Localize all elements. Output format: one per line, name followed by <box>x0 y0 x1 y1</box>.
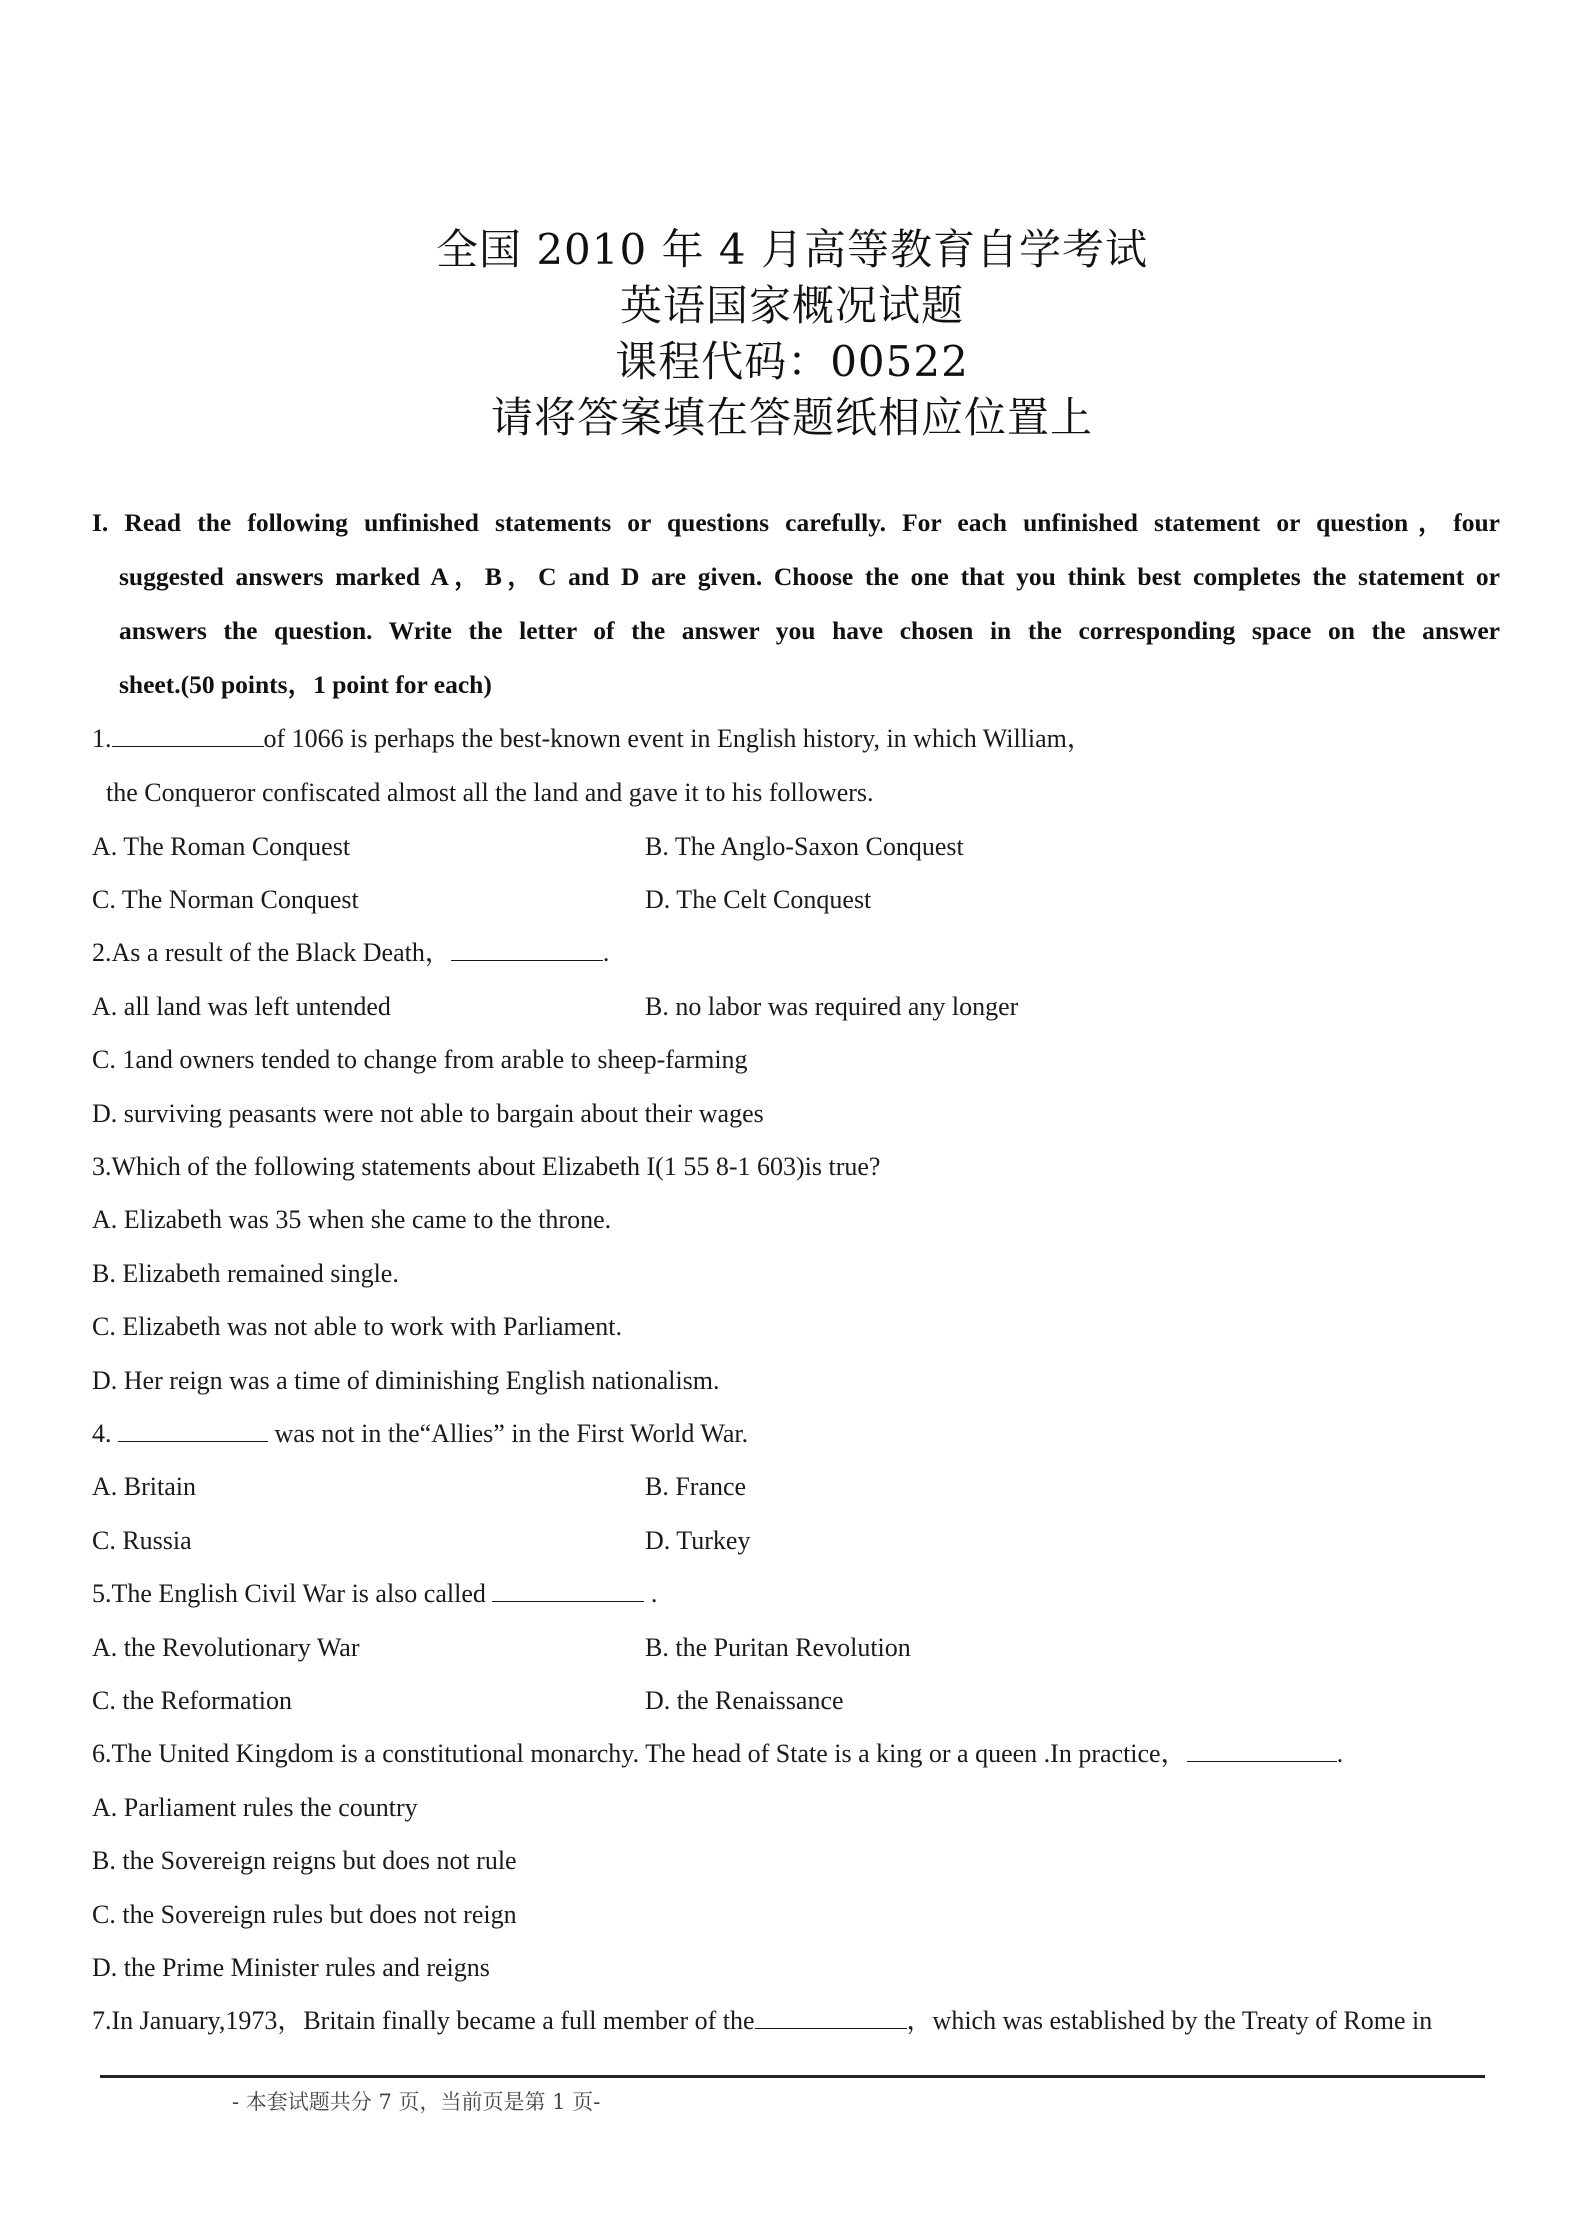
instructions-line: answers the question. Write the letter of the answer you have chosen in the corresponding space on the answer <box>119 616 1500 645</box>
option-b: B. the Sovereign reigns but does not rule <box>92 1846 517 1875</box>
option-d: D. The Celt Conquest <box>645 885 872 914</box>
option-b: B. no labor was required any longer <box>645 992 1019 1021</box>
question-7-stem: 7.In January,1973，Britain finally became a full member of the ，which was established by the Treaty of Rome in <box>92 2006 1433 2035</box>
page-footer: - 本套试题共分 7 页，当前页是第 1 页- <box>232 2090 601 2114</box>
question-1-stem: 1. of 1066 is perhaps the best-known event in English history, in which William， <box>92 724 1093 753</box>
question-5-stem: 5.The English Civil War is also called . <box>92 1579 658 1608</box>
instructions-line: I. Read the following unfinished statements or questions carefully. For each unfinished statement or question，four <box>92 508 1500 537</box>
section-instructions <box>92 496 1500 712</box>
option-b: B. the Puritan Revolution <box>645 1633 911 1662</box>
instructions-line: sheet.(50 points，1 point for each) <box>119 670 492 699</box>
question-6-stem: 6.The United Kingdom is a constitutional monarchy. The head of State is a king or a queen .In practice， . <box>92 1739 1344 1768</box>
option-b: B. Elizabeth remained single. <box>92 1259 399 1288</box>
option-c: C. Russia <box>92 1526 192 1555</box>
option-d: D. Her reign was a time of diminishing English nationalism. <box>92 1366 720 1395</box>
option-b: B. France <box>645 1472 747 1501</box>
option-d: D. the Prime Minister rules and reigns <box>92 1953 490 1982</box>
answer-blank <box>755 2004 907 2029</box>
course-code: 课程代码：00522 <box>615 337 969 386</box>
option-a: A. Britain <box>92 1472 196 1501</box>
question-2-stem: 2.As a result of the Black Death， . <box>92 938 610 967</box>
question-3-stem: 3.Which of the following statements about Elizabeth I(1 55 8-1 603)is true? <box>92 1152 881 1181</box>
instructions-line: suggested answers marked A，B，C and D are given. Choose the one that you think best completes the statement or <box>119 562 1500 591</box>
answer-blank <box>492 1577 644 1602</box>
exam-subject: 英语国家概况试题 <box>619 281 964 330</box>
answer-instruction: 请将答案填在答题纸相应位置上 <box>490 393 1093 442</box>
question-1-stem-cont: the Conqueror confiscated almost all the land and gave it to his followers. <box>106 778 874 807</box>
option-d: D. the Renaissance <box>645 1686 844 1715</box>
answer-blank <box>1187 1737 1337 1762</box>
option-b: B. The Anglo-Saxon Conquest <box>645 832 964 861</box>
option-a: A. Elizabeth was 35 when she came to the throne. <box>92 1205 612 1234</box>
option-a: A. The Roman Conquest <box>92 832 351 861</box>
answer-blank <box>112 722 264 747</box>
option-c: C. 1and owners tended to change from arable to sheep-farming <box>92 1045 748 1074</box>
option-a: A. all land was left untended <box>92 992 391 1021</box>
option-c: C. the Reformation <box>92 1686 293 1715</box>
exam-header <box>0 222 1584 446</box>
question-4-stem: 4. was not in the“Allies” in the First World War. <box>92 1419 749 1448</box>
answer-blank <box>451 936 603 961</box>
option-c: C. Elizabeth was not able to work with Parliament. <box>92 1312 622 1341</box>
option-d: D. surviving peasants were not able to bargain about their wages <box>92 1099 764 1128</box>
option-a: A. the Revolutionary War <box>92 1633 360 1662</box>
option-d: D. Turkey <box>645 1526 751 1555</box>
option-c: C. the Sovereign rules but does not reign <box>92 1900 517 1929</box>
option-a: A. Parliament rules the country <box>92 1793 418 1822</box>
answer-blank <box>118 1417 268 1442</box>
footer-divider <box>100 2075 1485 2078</box>
exam-title: 全国 2010 年 4 月高等教育自学考试 <box>435 225 1148 274</box>
option-c: C. The Norman Conquest <box>92 885 359 914</box>
